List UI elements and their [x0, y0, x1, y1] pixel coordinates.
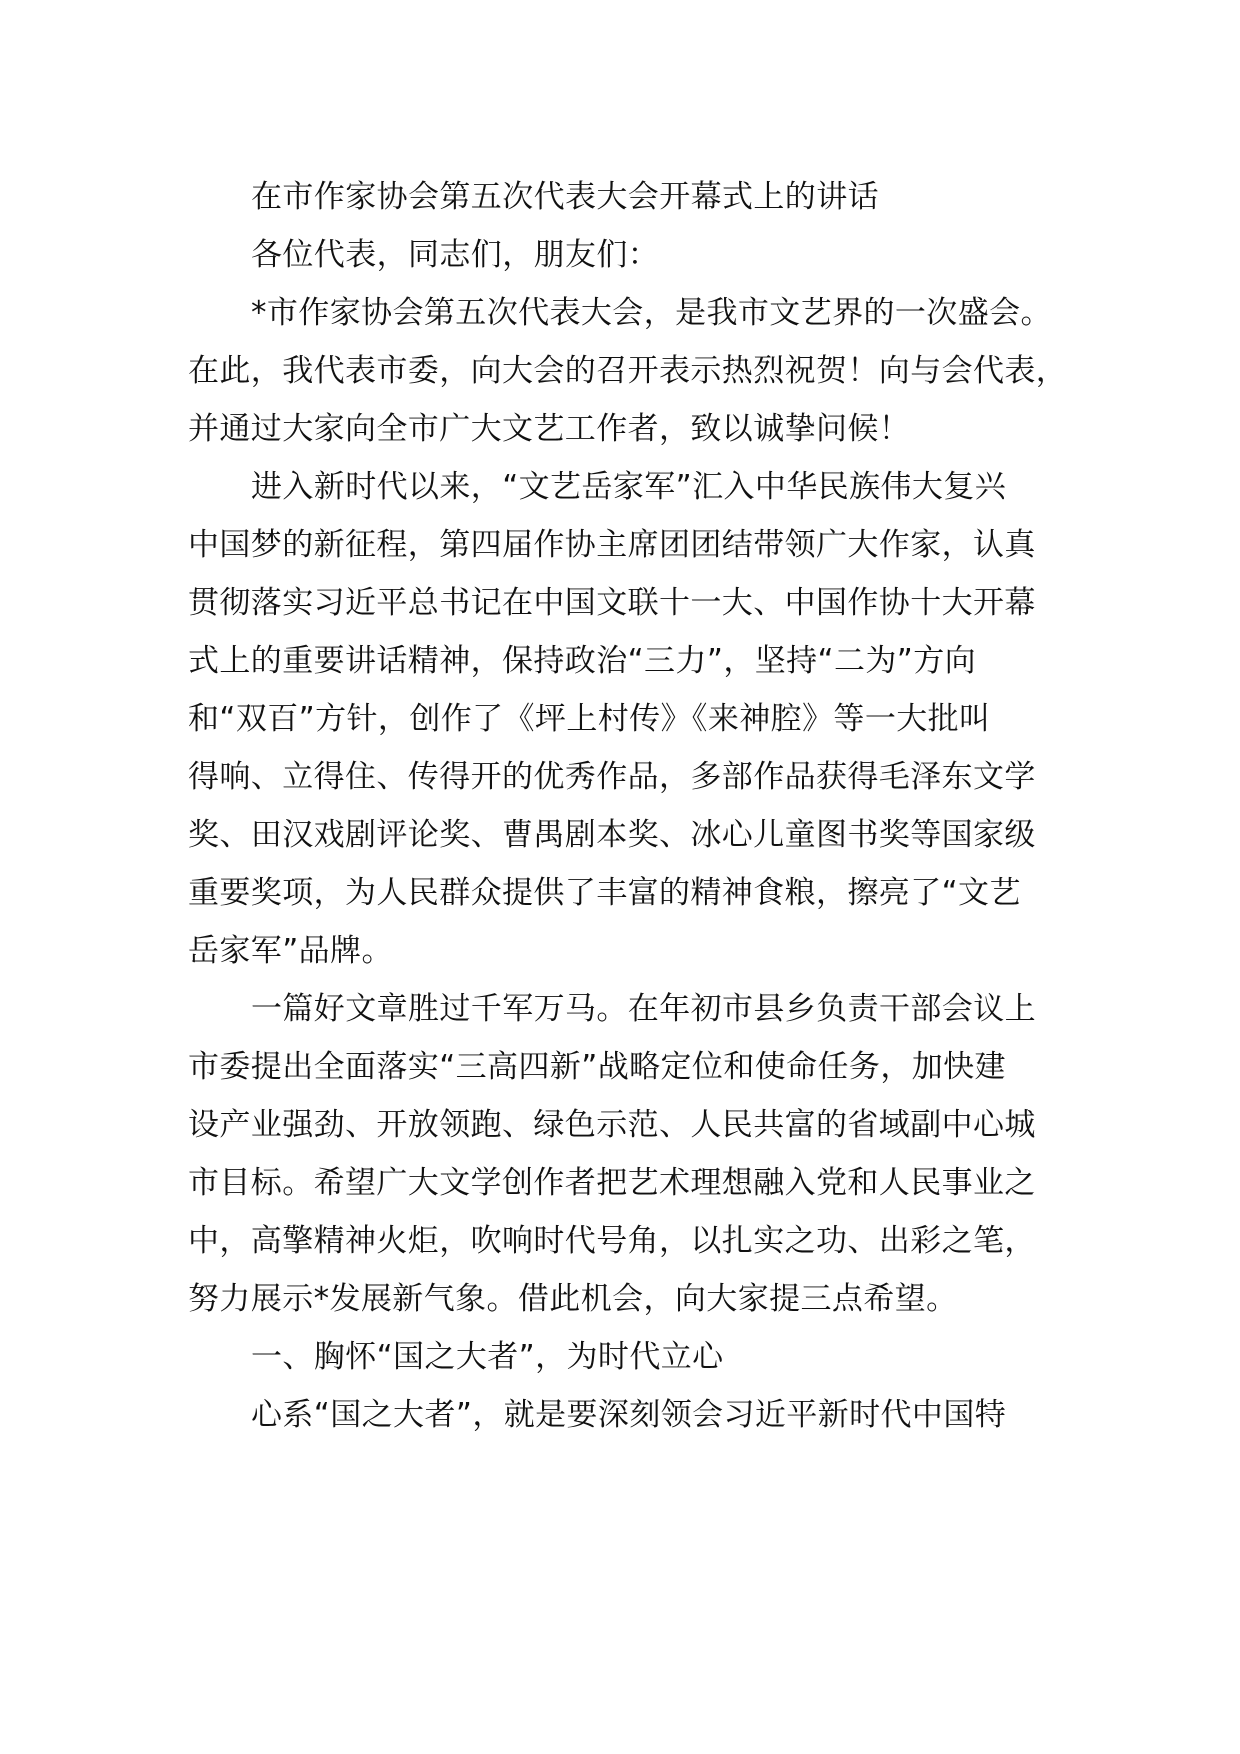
text-line: 和“双百”方针，创作了《坪上村传》《来神腔》等一大批叫: [188, 701, 991, 737]
text-line: 中国梦的新征程，第四届作协主席团团结带领广大作家，认真: [188, 527, 1036, 563]
speech-body: [188, 168, 1088, 1444]
section-heading: 一、胸怀“国之大者”，为时代立心: [251, 1339, 724, 1375]
text-line: 并通过大家向全市广大文艺工作者，致以诚挚问候！: [188, 411, 911, 447]
text-line: 心系“国之大者”，就是要深刻领会习近平新时代中国特: [251, 1397, 1007, 1433]
text-line: 进入新时代以来，“文艺岳家军”汇入中华民族伟大复兴: [251, 469, 1007, 505]
text-line: 中，高擎精神火炬，吹响时代号角，以扎实之功、出彩之笔，: [188, 1223, 1036, 1259]
text-line: 式上的重要讲话精神，保持政治“三力”，坚持“二为”方向: [188, 643, 977, 679]
text-line: 得响、立得住、传得开的优秀作品，多部作品获得毛泽东文学: [188, 759, 1036, 795]
text-line: 岳家军”品牌。: [188, 933, 393, 969]
text-line: 在此，我代表市委，向大会的召开表示热烈祝贺！向与会代表，: [188, 353, 1068, 389]
text-line: 奖、田汉戏剧评论奖、曹禺剧本奖、冰心儿童图书奖等国家级: [188, 817, 1036, 853]
document-title: 在市作家协会第五次代表大会开幕式上的讲话: [251, 179, 879, 215]
text-line: 努力展示*发展新气象。借此机会，向大家提三点希望。: [188, 1281, 958, 1317]
text-line: *市作家协会第五次代表大会，是我市文艺界的一次盛会。: [251, 295, 1052, 331]
text-line: 重要奖项，为人民群众提供了丰富的精神食粮，擦亮了“文艺: [188, 875, 1021, 911]
text-line: 设产业强劲、开放领跑、绿色示范、人民共富的省域副中心城: [188, 1107, 1036, 1143]
greeting-line: 各位代表，同志们，朋友们：: [251, 237, 660, 273]
text-line: 市目标。希望广大文学创作者把艺术理想融入党和人民事业之: [188, 1165, 1036, 1201]
text-line: 一篇好文章胜过千军万马。在年初市县乡负责干部会议上: [251, 991, 1036, 1027]
text-line: 市委提出全面落实“三高四新”战略定位和使命任务，加快建: [188, 1049, 1006, 1085]
text-line: 贯彻落实习近平总书记在中国文联十一大、中国作协十大开幕: [188, 585, 1036, 621]
